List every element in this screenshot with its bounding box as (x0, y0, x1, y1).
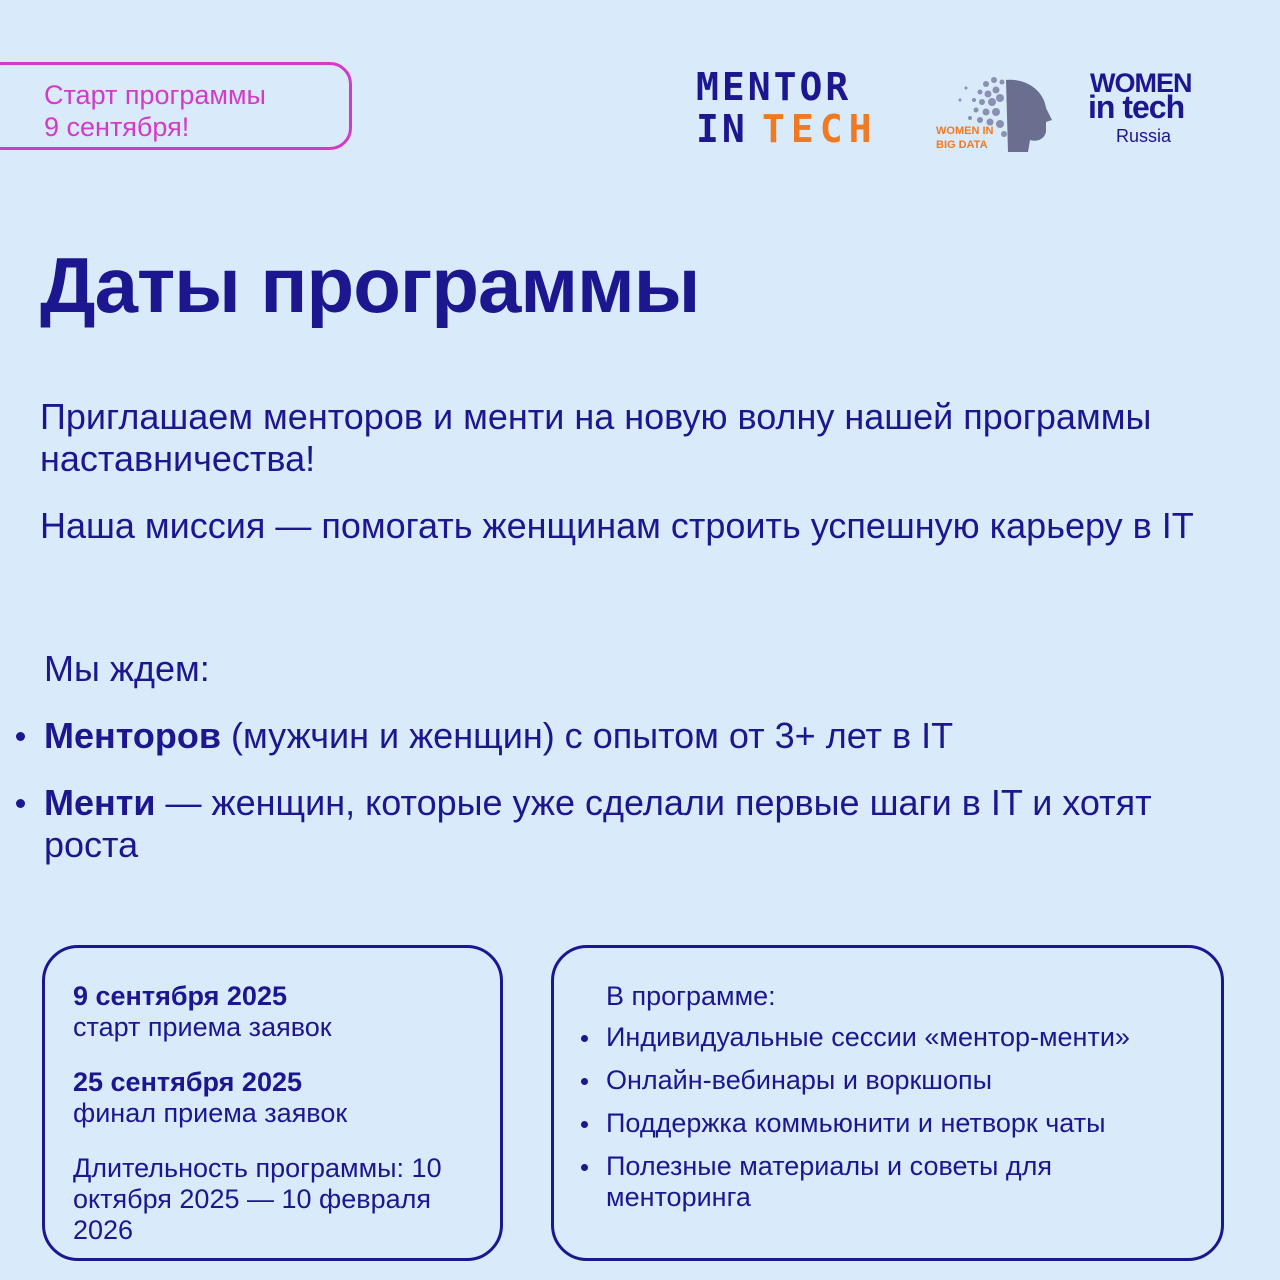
program-heading: В программе: (606, 981, 776, 1011)
svg-text:WOMEN IN: WOMEN IN (936, 125, 994, 137)
svg-text:TECH: TECH (762, 107, 878, 148)
women-in-tech-russia-logo (1088, 66, 1208, 150)
page-title: Даты программы (40, 241, 700, 329)
program-duration: Длительность программы: 10 октября 2025 — 10 февраля 2026 (73, 1153, 442, 1245)
start-date-badge (0, 62, 352, 150)
audience-list (0, 715, 1200, 891)
audience-item-mentors (0, 715, 1200, 757)
svg-text:MENTOR: MENTOR (696, 68, 852, 109)
intro-mission: Наша миссия — помогать женщинам строить успешную карьеру в IT (40, 505, 1194, 546)
women-in-big-data-logo (936, 70, 1060, 154)
audience-heading: Мы ждем: (44, 648, 210, 689)
duration-block (73, 1153, 483, 1246)
svg-text:Russia: Russia (1116, 126, 1172, 146)
date-block (73, 1067, 500, 1129)
mentor-in-tech-logo (696, 68, 911, 148)
program-item-text: Онлайн-вебинары и воркшопы (606, 1065, 992, 1095)
program-item (606, 1151, 1176, 1213)
badge-line-1: Старт программы (44, 80, 266, 110)
audience-item-mentees (0, 782, 1200, 866)
bullet-icon (16, 799, 25, 808)
svg-text:WOMEN: WOMEN (1090, 68, 1192, 98)
svg-text:BIG DATA: BIG DATA (936, 139, 988, 151)
date-block (73, 981, 500, 1043)
bullet-icon (581, 1035, 588, 1042)
program-item-text: Поддержка коммьюнити и нетворк чаты (606, 1108, 1106, 1138)
dates-card (42, 945, 503, 1261)
program-item-text: Полезные материалы и советы для менторинга (606, 1151, 1053, 1212)
program-item (606, 1065, 1221, 1096)
bullet-icon (581, 1164, 588, 1171)
date-value: 25 сентября 2025 (73, 1067, 302, 1097)
program-card (551, 945, 1224, 1261)
audience-item-label: Менти (44, 782, 156, 823)
audience-item-text: (мужчин и женщин) с опытом от 3+ лет в IT (221, 715, 954, 756)
partner-logos (690, 60, 1230, 160)
bullet-icon (16, 732, 25, 741)
program-list (606, 1022, 1221, 1213)
date-description: финал приема заявок (73, 1098, 348, 1128)
badge-line-2: 9 сентября! (44, 112, 190, 142)
date-description: старт приема заявок (73, 1012, 332, 1042)
program-item-text: Индивидуальные сессии «ментор-менти» (606, 1022, 1130, 1052)
date-value: 9 сентября 2025 (73, 981, 287, 1011)
program-item (606, 1022, 1146, 1053)
bullet-icon (581, 1078, 588, 1085)
audience-item-text: — женщин, которые уже сделали первые шаги в IT и хотят роста (44, 782, 1152, 865)
svg-text:in tech: in tech (1088, 89, 1185, 125)
program-item (606, 1108, 1221, 1139)
audience-item-label: Менторов (44, 715, 222, 756)
svg-text:IN: IN (696, 107, 748, 148)
intro-invitation: Приглашаем менторов и менти на новую волну нашей программы наставничества! (40, 396, 1152, 479)
bullet-icon (581, 1121, 588, 1128)
